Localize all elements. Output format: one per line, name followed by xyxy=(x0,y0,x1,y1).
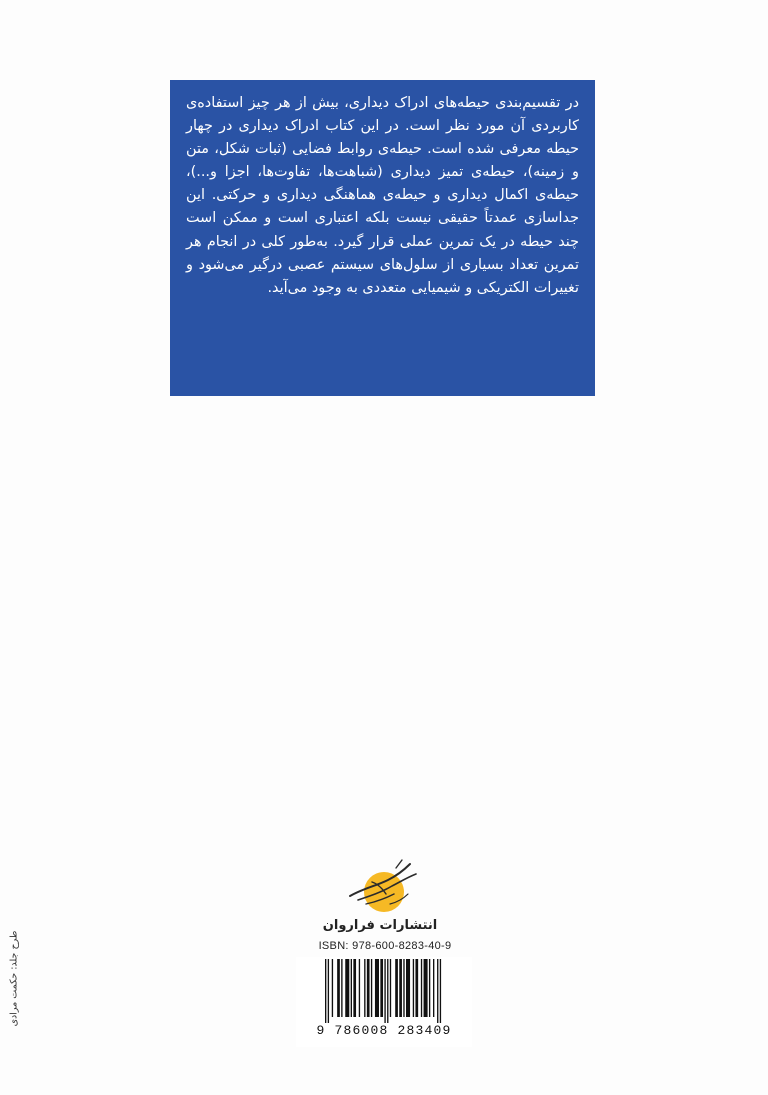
barcode-bar xyxy=(351,959,352,1017)
barcode-bar xyxy=(325,959,326,1023)
barcode-bar xyxy=(384,959,385,1023)
barcode-bar xyxy=(406,959,410,1017)
barcode-bar xyxy=(440,959,441,1023)
barcode-bars xyxy=(306,959,462,1023)
barcode-bar xyxy=(390,959,391,1017)
barcode-bar xyxy=(421,959,422,1017)
barcode-bar xyxy=(380,959,383,1017)
barcode-bar xyxy=(433,959,434,1017)
barcode-bar xyxy=(328,959,329,1023)
bird-sun-logo-icon xyxy=(336,858,426,918)
barcode-number: 9 786008 283409 xyxy=(316,1023,452,1038)
barcode-bar xyxy=(437,959,438,1023)
barcode-bar xyxy=(387,959,388,1023)
barcode-bar xyxy=(375,959,379,1017)
barcode-bar xyxy=(403,959,404,1017)
isbn-text: ISBN: 978-600-8283-40-9 xyxy=(318,940,452,952)
barcode-bar xyxy=(337,959,340,1017)
publisher-name: انتشارات فراروان xyxy=(322,918,438,933)
blurb-text: در تقسیم‌بندی حیطه‌های ادراک دیداری، بیش از هر چیز استفاده‌ی کاربردی آن مورد نظر است. در این کتاب ادراک دیداری در چهار حیطه معرفی شده است. حیطه‌ی روابط فضایی (ثبات شکل، متن و زمینه)، حیطه‌ی تمیز دیداری (شباهت‌ها، تفاوت‌ها، اجزا و...)، حیطه‌ی اکمال دیداری و حیطه‌ی هماهنگی دیداری و حرکتی. این جداسازی عمدتاً حقیقی نیست بلکه اعتباری است و ممکن است چند حیطه در یک تمرین عملی قرار گیرد. به‌طور کلی در انجام هر تمرین تعداد بسیاری از سلول‌های سیستم عصبی درگیر می‌شود و تغییرات الکتریکی و شیمیایی متعددی به وجود می‌آید. xyxy=(186,95,579,296)
barcode-bar xyxy=(415,959,418,1017)
barcode-bar xyxy=(345,959,349,1017)
designer-credit: طرح جلد: حکمت مرادی xyxy=(8,930,20,1027)
barcode-bar xyxy=(399,959,402,1017)
barcode-bar xyxy=(353,959,356,1017)
barcode-bar xyxy=(367,959,370,1017)
barcode-bar xyxy=(413,959,414,1017)
barcode-bar xyxy=(341,959,342,1017)
barcode-bar xyxy=(359,959,360,1017)
barcode-bar xyxy=(395,959,398,1017)
barcode-bar xyxy=(371,959,372,1017)
barcode-bar xyxy=(424,959,428,1017)
barcode-bar xyxy=(429,959,430,1017)
barcode-bar xyxy=(364,959,365,1017)
blurb-box xyxy=(170,80,595,396)
barcode xyxy=(296,957,472,1047)
barcode-bar xyxy=(332,959,333,1017)
